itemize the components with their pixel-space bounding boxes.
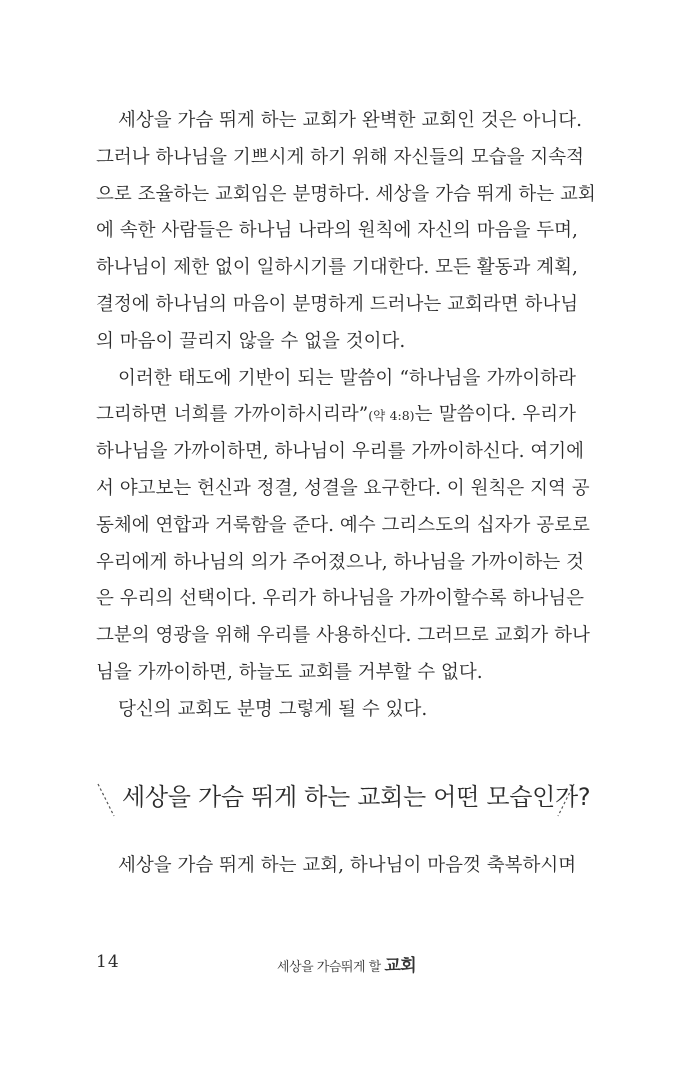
text-line: 의 마음이 끌리지 않을 수 없을 것이다.: [96, 330, 406, 352]
text-line: 이러한 태도에 기반이 되는 말씀이 “하나님을 가까이하라: [118, 367, 576, 389]
text-line: 하나님을 가까이하면, 하나님이 우리를 가까이하신다. 여기에: [96, 441, 584, 463]
text-line: 우리에게 하나님의 의가 주어졌으나, 하나님을 가까이하는 것: [96, 551, 584, 573]
footer-title-big: 교회: [384, 956, 417, 976]
text-line: 세상을 가슴 뛰게 하는 교회, 하나님이 마음껏 축복하시며: [118, 855, 577, 876]
text-segment: 는 말씀이다. 우리가: [414, 404, 576, 426]
footer-title-small: 세상을 가슴뛰게 할: [277, 960, 381, 975]
text-line-with-reference: [96, 397, 576, 434]
body-text: [96, 103, 596, 729]
heading-text: 세상을 가슴 뛰게 하는 교회는 어떤 모습인가?: [122, 783, 591, 811]
body-text-continued: [96, 848, 576, 885]
scripture-reference: (약 4:8): [368, 408, 415, 424]
text-line: 그러나 하나님을 기쁘시게 하기 위해 자신들의 모습을 지속적: [96, 146, 584, 168]
text-line: 당신의 교회도 분명 그렇게 될 수 있다.: [118, 698, 428, 720]
text-line: 은 우리의 선택이다. 우리가 하나님을 가까이할수록 하나님은: [96, 588, 584, 610]
dashed-slash-right-icon: [556, 780, 576, 820]
page-number: 14: [96, 952, 120, 972]
running-footer-title: [277, 951, 416, 976]
text-line: 그분의 영광을 위해 우리를 사용하신다. 그러므로 교회가 하나: [96, 625, 590, 647]
text-line: 세상을 가슴 뛰게 하는 교회가 완벽한 교회인 것은 아니다.: [118, 110, 582, 131]
text-line: 결정에 하나님의 마음이 분명하게 드러나는 교회라면 하나님: [96, 293, 579, 315]
text-line: 서 야고보는 헌신과 정결, 성결을 요구한다. 이 원칙은 지역 공: [96, 477, 590, 499]
text-segment: 그리하면 너희를 가까이하시리라”: [96, 404, 369, 426]
text-line: 으로 조율하는 교회임은 분명하다. 세상을 가슴 뛰게 하는 교회: [96, 183, 596, 205]
text-line: 하나님이 제한 없이 일하시기를 기대한다. 모든 활동과 계획,: [96, 257, 578, 279]
text-line: 동체에 연합과 거룩함을 준다. 예수 그리스도의 십자가 공로로: [96, 514, 590, 536]
dashed-slash-left-icon: [96, 780, 116, 820]
text-line: 에 속한 사람들은 하나님 나라의 원칙에 자신의 마음을 두며,: [96, 220, 578, 242]
section-heading: [96, 776, 591, 820]
text-line: 님을 가까이하면, 하늘도 교회를 거부할 수 없다.: [96, 661, 483, 683]
